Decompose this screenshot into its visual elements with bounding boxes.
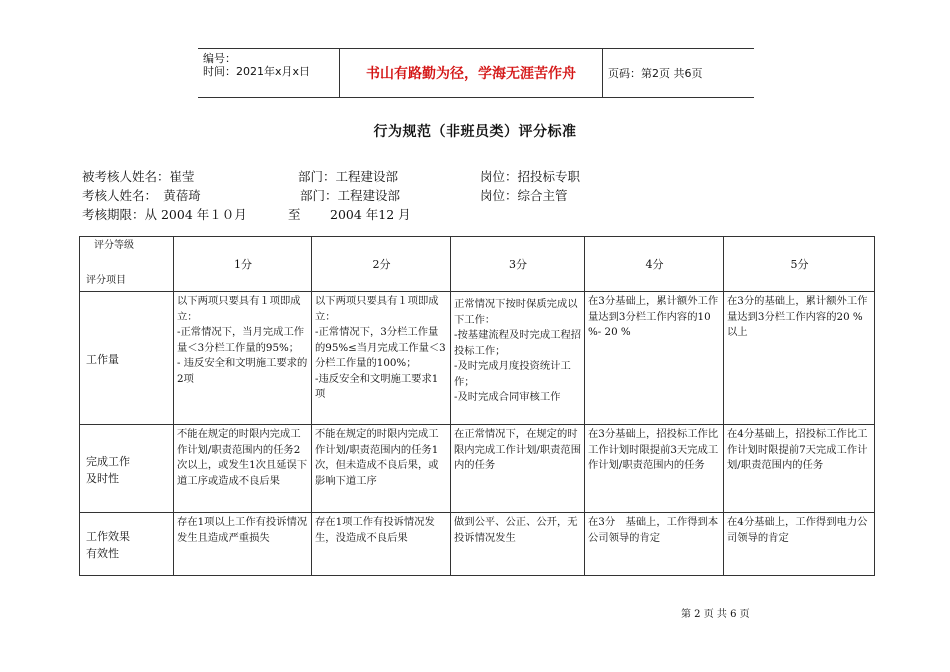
cell-line: 以下两项只要具有１项即成立： (315, 295, 439, 323)
cell-line: 以下两项只要具有１项即成立： (177, 295, 301, 323)
score-cell (312, 425, 451, 513)
score-cell (724, 292, 875, 425)
page-title: 行为规范（非班员类）评分标准 (373, 124, 577, 140)
level-header: 3分 (451, 237, 585, 292)
cell-line: 在正常情况下，在规定的时限内完成工作计划/职责范围内的任务 (454, 428, 582, 471)
scoring-table (79, 236, 875, 576)
score-cell (585, 513, 724, 576)
examiner-name: 考核人姓名： 黄蓓琦 (82, 188, 201, 203)
score-cell (174, 425, 312, 513)
score-cell (451, 513, 585, 576)
examinee-post: 岗位：招投标专职 (480, 169, 581, 184)
cell-line: 不能在规定的时限内完成工作计划/职责范围内的任务1次，但未造成不良后果，或影响下道工序 (315, 428, 439, 487)
cell-line: - 违反安全和文明施工要求的2项 (177, 357, 308, 385)
period-to: 2004 年12 月 (330, 207, 411, 222)
header-meta (198, 49, 340, 97)
cell-line: 存在1项工作有投诉情况发生，没造成不良后果 (315, 516, 435, 544)
header-slogan: 书山有路勤为径，学海无涯苦作舟 (340, 49, 603, 97)
score-cell (312, 513, 451, 576)
table-row (80, 425, 875, 513)
document-header (198, 48, 754, 98)
table-header-row (80, 237, 875, 292)
time-label: 时间：2021年x月x日 (203, 65, 311, 78)
examinee-dept: 部门：工程建设部 (298, 169, 399, 184)
period-to-label: 至 (288, 207, 301, 222)
row-label-line: 有效性 (86, 547, 119, 560)
table-row (80, 292, 875, 425)
cell-line: 正常情况下按时保质完成以下工作： (454, 298, 578, 326)
level-header: 2分 (312, 237, 451, 292)
cell-line: 在3分 基础上，工作得到本公司领导的肯定 (588, 516, 719, 544)
page-footer: 第 2 页 共 6 页 (681, 609, 750, 620)
cell-line: -正常情况下，当月完成工作量＜3分栏工作量的95%； (177, 326, 305, 354)
cell-line: -及时完成合同审核工作 (454, 391, 561, 403)
cell-line: -及时完成月度投资统计工作； (454, 360, 571, 388)
table-row (80, 513, 875, 576)
level-header: 4分 (585, 237, 724, 292)
score-cell (174, 292, 312, 425)
score-cell (585, 292, 724, 425)
examiner-dept: 部门：工程建设部 (300, 188, 401, 203)
cell-line: 在4分基础上，招投标工作比工作计划时限提前7天完成工作计划/职责范围内的任务 (727, 428, 868, 471)
score-cell (451, 425, 585, 513)
number-label: 编号： (203, 52, 236, 65)
row-label-line: 工作效果 (86, 530, 130, 543)
header-page-number: 页码：第2页 共6页 (608, 67, 703, 80)
level-header: 5分 (724, 237, 875, 292)
cell-line: 在3分基础上，累计额外工作量达到3分栏工作内容的10 %- 20 % (588, 295, 719, 338)
score-cell (724, 425, 875, 513)
row-label-line: 及时性 (86, 471, 119, 485)
cell-line: 存在1项以上工作有投诉情况发生且造成严重损失 (177, 516, 308, 544)
cell-line: -按基建流程及时完成工程招投标工作； (454, 329, 582, 357)
corner-level-label: 评分等级 (94, 240, 134, 251)
corner-item-label: 评分项目 (86, 275, 126, 286)
cell-line: -违反安全和文明施工要求1项 (315, 372, 439, 400)
cell-line: -正常情况下，3分栏工作量的95%≤当月完成工作量＜3分栏工作量的100%； (315, 326, 446, 369)
row-label-line: 工作量 (86, 352, 119, 366)
score-cell (312, 292, 451, 425)
row-label (80, 292, 174, 425)
score-cell (451, 292, 585, 425)
period-from: 考核期限：从 2004 年１０月 (82, 207, 247, 222)
score-cell (585, 425, 724, 513)
row-label-line: 完成工作 (86, 454, 130, 468)
score-cell (174, 513, 312, 576)
score-cell (724, 513, 875, 576)
cell-line: 在3分基础上，招投标工作比工作计划时限提前3天完成工作计划/职责范围内的任务 (588, 428, 719, 471)
table-corner-cell (80, 237, 174, 292)
row-label (80, 513, 174, 576)
cell-line: 在3分的基础上，累计额外工作量达到3分栏工作内容的20 % 以上 (727, 295, 868, 338)
examinee-name: 被考核人姓名：崔莹 (82, 169, 195, 184)
cell-line: 不能在规定的时限内完成工作计划/职责范围内的任务2次以上，或发生1次且延误下道工序或造成不良后果 (177, 428, 308, 487)
cell-line: 在4分基础上，工作得到电力公司领导的肯定 (727, 516, 868, 544)
cell-line: 做到公平、公正、公开，无投诉情况发生 (454, 516, 578, 544)
row-label (80, 425, 174, 513)
examiner-post: 岗位：综合主管 (480, 188, 568, 203)
level-header: 1分 (174, 237, 312, 292)
